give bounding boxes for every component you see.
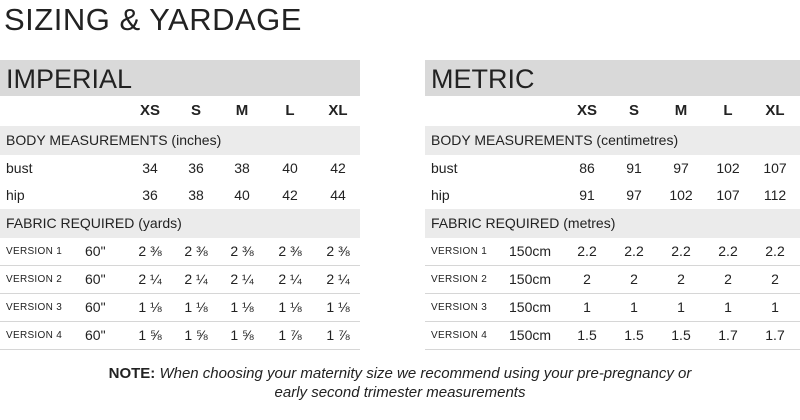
table-cell: 2 ¼ bbox=[138, 271, 162, 287]
metric-size-header bbox=[425, 96, 800, 126]
table-row bbox=[0, 238, 360, 266]
imperial-body-heading: BODY MEASUREMENTS (inches) bbox=[0, 126, 360, 155]
row-label: hip bbox=[6, 187, 25, 203]
table-row bbox=[0, 155, 360, 182]
table-cell: 40 bbox=[234, 187, 250, 203]
table-cell: 1 ⅞ bbox=[326, 327, 350, 343]
note-line-2: early second trimester measurements bbox=[274, 384, 526, 401]
size-xl: XL bbox=[328, 102, 348, 119]
row-label: hip bbox=[431, 187, 450, 203]
version-label: VERSION 1 bbox=[6, 246, 63, 257]
size-xs: XS bbox=[139, 102, 160, 119]
version-label: VERSION 1 bbox=[431, 246, 488, 257]
table-cell: 1 bbox=[724, 299, 732, 315]
imperial-panel bbox=[0, 60, 360, 350]
note-line-1: When choosing your maternity size we recommend using your pre-pregnancy or bbox=[155, 365, 692, 382]
table-row bbox=[425, 322, 800, 350]
size-xl: XL bbox=[765, 102, 785, 119]
table-cell: 107 bbox=[716, 187, 740, 203]
version-label: VERSION 4 bbox=[431, 330, 488, 341]
table-cell: 34 bbox=[142, 160, 158, 176]
table-cell: 2.2 bbox=[718, 243, 738, 259]
fabric-width: 60" bbox=[85, 271, 106, 287]
table-cell: 1.7 bbox=[765, 327, 785, 343]
table-cell: 2 ⅜ bbox=[278, 243, 302, 259]
version-label: VERSION 2 bbox=[6, 274, 63, 285]
fabric-width: 150cm bbox=[509, 243, 552, 259]
table-row bbox=[0, 294, 360, 322]
imperial-heading: IMPERIAL bbox=[0, 60, 360, 96]
table-cell: 1.5 bbox=[671, 327, 691, 343]
table-cell: 102 bbox=[669, 187, 693, 203]
table-cell: 2 ¼ bbox=[278, 271, 302, 287]
metric-heading: METRIC bbox=[425, 60, 800, 96]
table-cell: 2.2 bbox=[765, 243, 785, 259]
table-cell: 2.2 bbox=[671, 243, 691, 259]
imperial-fabric-heading: FABRIC REQUIRED (yards) bbox=[0, 209, 360, 238]
table-cell: 1.7 bbox=[718, 327, 738, 343]
table-cell: 36 bbox=[142, 187, 158, 203]
size-m: M bbox=[235, 102, 249, 119]
table-cell: 2 bbox=[771, 271, 779, 287]
table-cell: 40 bbox=[282, 160, 298, 176]
note-label: NOTE: bbox=[108, 365, 156, 382]
table-cell: 1 ⅛ bbox=[138, 299, 162, 315]
table-cell: 107 bbox=[763, 160, 787, 176]
fabric-width: 60" bbox=[85, 327, 106, 343]
version-label: VERSION 4 bbox=[6, 330, 63, 341]
table-row bbox=[0, 182, 360, 209]
table-cell: 1 ⅝ bbox=[184, 327, 208, 343]
table-cell: 2 bbox=[724, 271, 732, 287]
version-label: VERSION 3 bbox=[431, 302, 488, 313]
table-row bbox=[425, 294, 800, 322]
table-cell: 91 bbox=[626, 160, 642, 176]
table-cell: 44 bbox=[330, 187, 346, 203]
table-cell: 2 ¼ bbox=[230, 271, 254, 287]
table-cell: 42 bbox=[330, 160, 346, 176]
table-cell: 1 bbox=[630, 299, 638, 315]
table-cell: 42 bbox=[282, 187, 298, 203]
table-row bbox=[425, 238, 800, 266]
table-row bbox=[0, 266, 360, 294]
size-s: S bbox=[190, 102, 201, 119]
version-label: VERSION 2 bbox=[431, 274, 488, 285]
table-cell: 1 ⅛ bbox=[230, 299, 254, 315]
table-cell: 2.2 bbox=[577, 243, 597, 259]
imperial-size-header bbox=[0, 96, 360, 126]
table-cell: 1 bbox=[771, 299, 779, 315]
metric-panel bbox=[425, 60, 800, 350]
table-cell: 1 ⅞ bbox=[278, 327, 302, 343]
version-label: VERSION 3 bbox=[6, 302, 63, 313]
table-row bbox=[425, 155, 800, 182]
fabric-width: 60" bbox=[85, 299, 106, 315]
table-cell: 1.5 bbox=[624, 327, 644, 343]
row-label: bust bbox=[431, 160, 458, 176]
table-cell: 2 ⅜ bbox=[230, 243, 254, 259]
table-cell: 38 bbox=[188, 187, 204, 203]
table-cell: 112 bbox=[763, 187, 787, 203]
table-cell: 1 bbox=[677, 299, 685, 315]
metric-fabric-heading: FABRIC REQUIRED (metres) bbox=[425, 209, 800, 238]
table-cell: 91 bbox=[579, 187, 595, 203]
table-row bbox=[425, 182, 800, 209]
table-cell: 102 bbox=[716, 160, 740, 176]
note bbox=[0, 364, 800, 402]
size-l: L bbox=[285, 102, 295, 119]
table-cell: 2 ⅜ bbox=[326, 243, 350, 259]
table-cell: 1 ⅛ bbox=[326, 299, 350, 315]
row-label: bust bbox=[6, 160, 33, 176]
table-cell: 1 ⅛ bbox=[278, 299, 302, 315]
table-cell: 1 ⅝ bbox=[230, 327, 254, 343]
table-cell: 2.2 bbox=[624, 243, 644, 259]
table-cell: 1 ⅛ bbox=[184, 299, 208, 315]
table-cell: 97 bbox=[626, 187, 642, 203]
table-cell: 1.5 bbox=[577, 327, 597, 343]
table-cell: 1 bbox=[583, 299, 591, 315]
table-cell: 1 ⅝ bbox=[138, 327, 162, 343]
fabric-width: 150cm bbox=[509, 271, 552, 287]
table-cell: 97 bbox=[673, 160, 689, 176]
table-cell: 38 bbox=[234, 160, 250, 176]
table-cell: 2 ⅜ bbox=[184, 243, 208, 259]
table-cell: 2 ⅜ bbox=[138, 243, 162, 259]
page-title: SIZING & YARDAGE bbox=[4, 2, 302, 37]
size-l: L bbox=[723, 102, 733, 119]
size-m: M bbox=[674, 102, 688, 119]
fabric-width: 150cm bbox=[509, 327, 552, 343]
table-row bbox=[0, 322, 360, 350]
table-cell: 2 ¼ bbox=[184, 271, 208, 287]
table-cell: 2 bbox=[677, 271, 685, 287]
size-s: S bbox=[628, 102, 639, 119]
metric-body-heading: BODY MEASUREMENTS (centimetres) bbox=[425, 126, 800, 155]
table-cell: 2 bbox=[630, 271, 638, 287]
size-xs: XS bbox=[576, 102, 597, 119]
table-cell: 36 bbox=[188, 160, 204, 176]
fabric-width: 60" bbox=[85, 243, 106, 259]
table-cell: 86 bbox=[579, 160, 595, 176]
table-cell: 2 ¼ bbox=[326, 271, 350, 287]
fabric-width: 150cm bbox=[509, 299, 552, 315]
table-cell: 2 bbox=[583, 271, 591, 287]
table-row bbox=[425, 266, 800, 294]
